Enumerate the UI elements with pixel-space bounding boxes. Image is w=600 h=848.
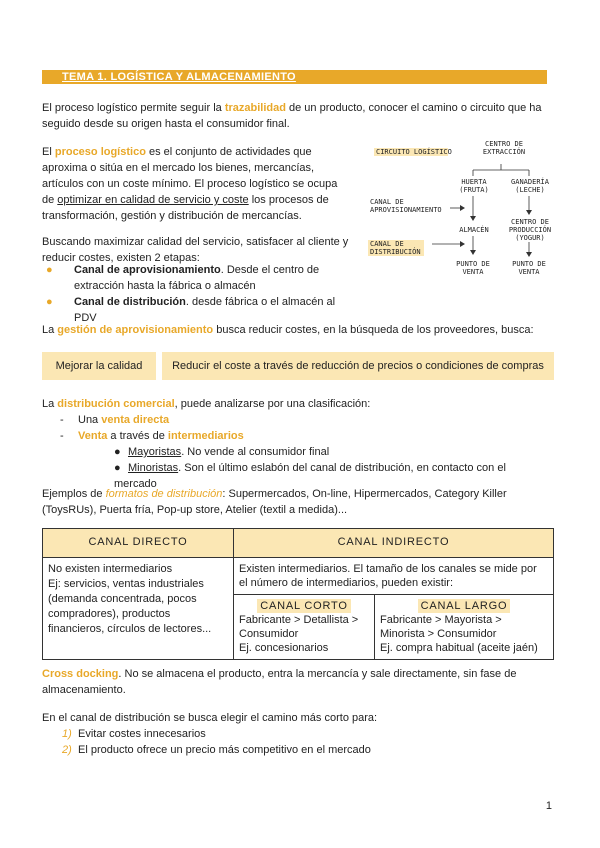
centro-label: CENTRO DE EXTRACCIÓN bbox=[482, 140, 526, 156]
list-item: - Una venta directa bbox=[60, 414, 170, 426]
punto-venta-2-label: PUNTO DE VENTA bbox=[512, 260, 546, 276]
mejorar-calidad-box: Mejorar la calidad bbox=[42, 352, 156, 380]
intro-paragraph: El proceso logístico permite seguir la trazabilidad de un producto, conocer el camino o circuito que ha seguido desde su origen hasta el consumidor final. bbox=[42, 102, 542, 130]
header-canal-directo: CANAL DIRECTO bbox=[43, 529, 234, 558]
page-number: 1 bbox=[545, 800, 552, 812]
list-item: ● Mayoristas. No vende al consumidor final bbox=[114, 446, 330, 458]
punto-venta-1-label: PUNTO DE VENTA bbox=[456, 260, 490, 276]
camino-corto-paragraph: En el canal de distribución se busca elegir el camino más corto para: bbox=[42, 712, 378, 724]
distribucion-list bbox=[60, 412, 550, 492]
canales-table bbox=[42, 528, 554, 660]
canal-directo-cell: No existen intermediarios Ej: servicios, ventas industriales (demanda concentrada, pocos compradores), productos financieros, círculos de lectores... bbox=[43, 558, 234, 660]
canal-corto-cell: CANAL CORTO Fabricante > Detallista > Consumidor Ej. concesionarios bbox=[234, 595, 375, 660]
circuito-diagram bbox=[366, 136, 566, 286]
list-item: ● Canal de distribución. desde fábrica o el almacén al PDV bbox=[46, 296, 336, 324]
canal-dist-label: CANAL DE DISTRIBUCIÓN bbox=[370, 240, 421, 256]
circuito-label: CIRCUITO LOGÍSTICO bbox=[376, 148, 452, 156]
distribucion-paragraph: La distribución comercial, puede analizarse por una clasificación: bbox=[42, 398, 371, 410]
ejemplos-paragraph: Ejemplos de formatos de distribución: Supermercados, On-line, Hipermercados, Category Killer (ToysRUs), Puerta fría, Pop-up store, Atelier (textil a medida)... bbox=[42, 488, 507, 516]
canal-corto-title: CANAL CORTO bbox=[257, 599, 350, 613]
page-title: TEMA 1. LOGÍSTICA Y ALMACENAMIENTO bbox=[42, 70, 547, 84]
ganaderia-label: GANADERÍA (LECHE) bbox=[511, 178, 549, 194]
canal-largo-cell: CANAL LARGO Fabricante > Mayorista > Minorista > Consumidor Ej. compra habitual (aceite jaén) bbox=[375, 595, 554, 660]
reducir-coste-box: Reducir el coste a través de reducción de precios o condiciones de compras bbox=[162, 352, 554, 380]
canal-largo-title: CANAL LARGO bbox=[418, 599, 511, 613]
list-item: - Venta a través de intermediarios bbox=[60, 430, 244, 442]
canal-aprov-label: CANAL DE APROVISIONAMIENTO bbox=[370, 198, 442, 214]
list-item: ● Minoristas. Son el último eslabón del canal de distribución, en contacto con el mercado bbox=[114, 462, 506, 490]
camino-corto-list bbox=[62, 726, 552, 758]
list-item: 2) El producto ofrece un precio más competitivo en el mercado bbox=[62, 744, 371, 756]
list-item: ● Canal de aprovisionamiento. Desde el centro de extracción hasta la fábrica o almacén bbox=[46, 264, 320, 292]
cross-docking-paragraph: Cross docking. No se almacena el producto, entra la mercancía y sale directamente, sin fase de almacenamiento. bbox=[42, 668, 517, 696]
list-item: 1) Evitar costes innecesarios bbox=[62, 728, 206, 740]
huerta-label: HUERTA (FRUTA) bbox=[459, 178, 489, 194]
header-canal-indirecto: CANAL INDIRECTO bbox=[234, 529, 554, 558]
gestion-paragraph: La gestión de aprovisionamiento busca reducir costes, en la búsqueda de los proveedores, busca: bbox=[42, 324, 534, 336]
canal-indirecto-cell: Existen intermediarios. El tamaño de los canales se mide por el número de intermediarios, pueden existir: bbox=[234, 558, 554, 595]
proceso-paragraph: El proceso logístico es el conjunto de actividades que aproxima o sitúa en el mercado los bienes, mercancías, artículos con un coste mínimo. El proceso logístico se ocupa de optimizar en calidad de servicio y coste los procesos de transformación, gestión y distribución de mercancías. bbox=[42, 146, 338, 222]
etapas-list bbox=[46, 262, 354, 326]
almacen-label: ALMACÉN bbox=[459, 226, 489, 234]
buscando-paragraph: Buscando maximizar calidad del servicio, satisfacer al cliente y reducir costes, existen 2 etapas: bbox=[42, 236, 349, 264]
trazabilidad-highlight: trazabilidad bbox=[224, 102, 286, 114]
centro-prod-label: CENTRO DE PRODUCCIÓN (YOGUR) bbox=[508, 218, 552, 242]
